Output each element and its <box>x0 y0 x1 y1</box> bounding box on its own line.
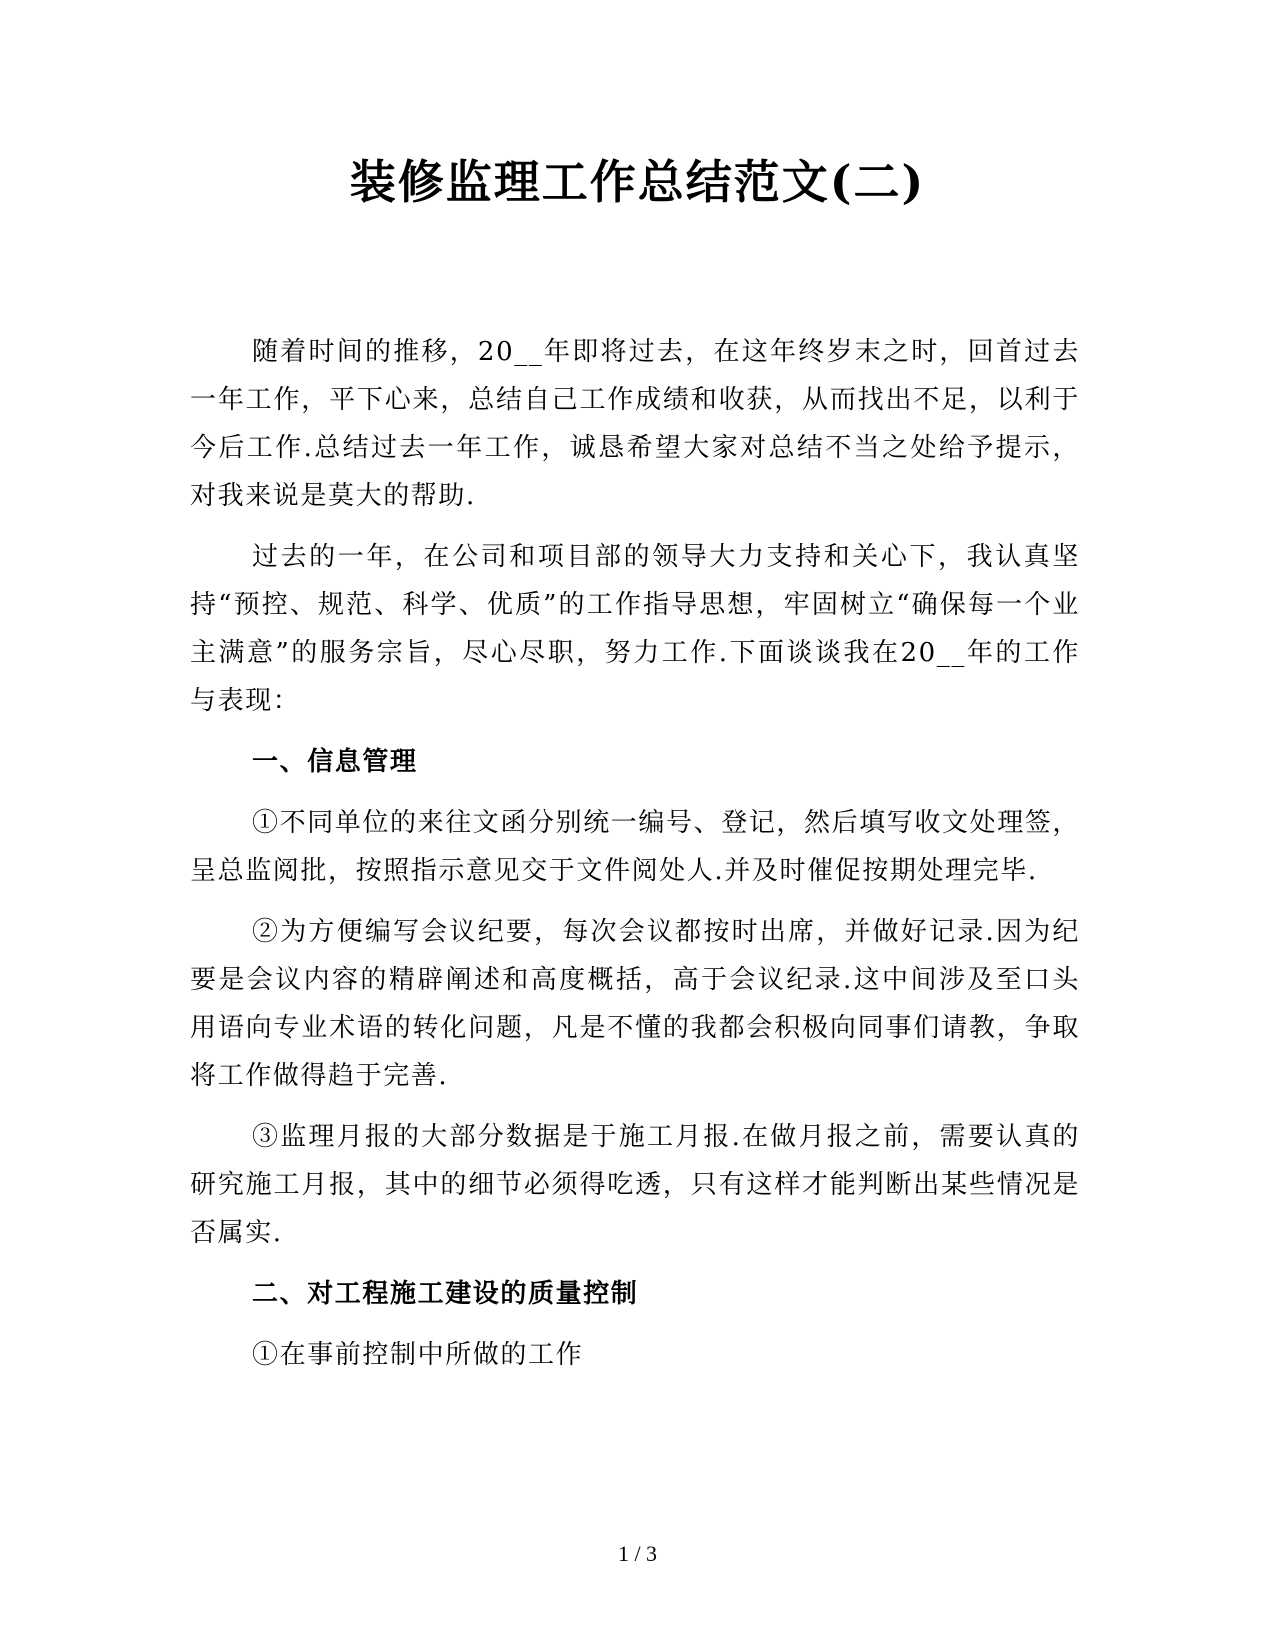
section1-item-2: ②为方便编写会议纪要，每次会议都按时出席，并做好记录.因为纪要是会议内容的精辟阐述和高度概括，高于会议纪录.这中间涉及至口头用语向专业术语的转化问题，凡是不懂的我都会积极向同事们请教，争取将工作做得趋于完善. <box>190 917 1080 1091</box>
section1-item-1: ①不同单位的来往文函分别统一编号、登记，然后填写收文处理签，呈总监阅批，按照指示意见交于文件阅处人.并及时催促按期处理完毕. <box>190 808 1081 886</box>
section1-item-3: ③监理月报的大部分数据是于施工月报.在做月报之前，需要认真的研究施工月报，其中的细节必须得吃透，只有这样才能判断出某些情况是否属实. <box>190 1122 1080 1248</box>
intro-paragraph-2: 过去的一年，在公司和项目部的领导大力支持和关心下，我认真坚持“预控、规范、科学、优质”的工作指导思想，牢固树立“确保每一个业主满意”的服务宗旨，尽心尽职，努力工作.下面谈谈我在20__年的工作与表现： <box>190 542 1080 716</box>
document-title: 装修监理工作总结范文(二) <box>349 155 926 209</box>
document-body <box>190 328 1080 1392</box>
section-heading-information-management: 一、信息管理 <box>252 747 418 777</box>
intro-paragraph-1: 随着时间的推移，20__年即将过去，在这年终岁末之时，回首过去一年工作，平下心来，总结自己工作成绩和收获，从而找出不足，以利于今后工作.总结过去一年工作，诚恳希望大家对总结不当之处给予提示，对我来说是莫大的帮助. <box>190 337 1080 511</box>
section-heading-quality-control: 二、对工程施工建设的质量控制 <box>252 1279 639 1309</box>
page-number: 1 / 3 <box>617 1541 658 1566</box>
section2-item-1: ①在事前控制中所做的工作 <box>252 1340 584 1370</box>
